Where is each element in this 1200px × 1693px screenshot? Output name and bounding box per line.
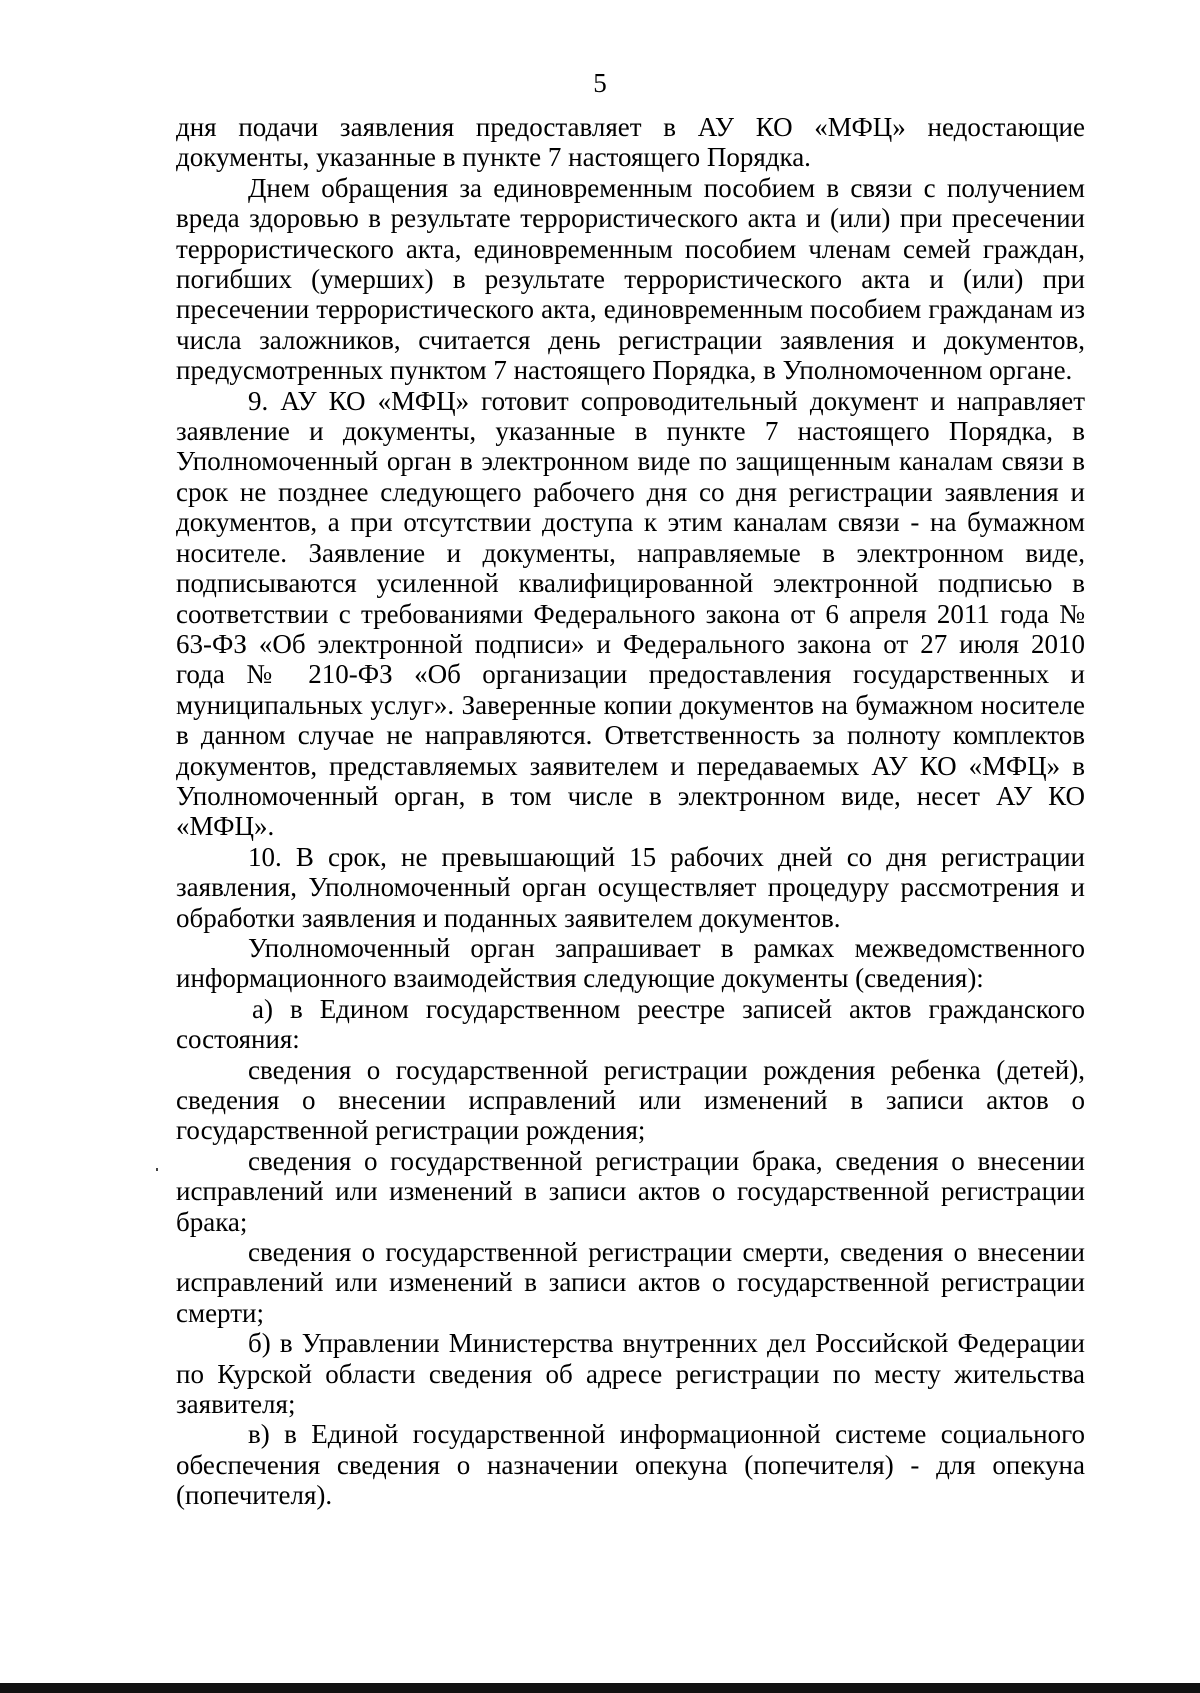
paragraph-marriage-records: сведения о государственной регистрации брака, сведения о внесении исправлений или изменений в записи актов о государственной регистрации брака; — [176, 1145, 1085, 1237]
document-body — [176, 112, 1085, 1511]
paragraph-subitem-a: а) в Едином государственном реестре записей актов гражданского состояния: — [176, 993, 1085, 1055]
scan-artifact — [156, 1168, 158, 1171]
paragraph-item-10: 10. В срок, не превышающий 15 рабочих дней со дня регистрации заявления, Уполномоченный орган осуществляет процедуру рассмотрения и обработки заявления и поданных заявителем документов. — [176, 841, 1085, 933]
page-number: 5 — [593, 68, 607, 98]
paragraph-birth-records: сведения о государственной регистрации рождения ребенка (детей), сведения о внесении исправлений или изменений в записи актов о государственной регистрации рождения; — [176, 1054, 1085, 1146]
paragraph-continuation: дня подачи заявления предоставляет в АУ КО «МФЦ» недостающие документы, указанные в пункте 7 настоящего Порядка. — [176, 112, 1085, 173]
scan-bottom-edge — [0, 1683, 1200, 1693]
paragraph-item-9: 9. АУ КО «МФЦ» готовит сопроводительный документ и направляет заявление и документы, указанные в пункте 7 настоящего Порядка, в Уполномоченный орган в электронном виде по защищенным каналам связи в срок не позднее следующего рабочего дня со дня регистрации заявления и документов, а при отсутствии доступа к этим каналам связи - на бумажном носителе. Заявление и документы, направляемые в электронном виде, подписываются усиленной квалифицированной электронной подписью в соответствии с требованиями Федерального закона от 6 апреля 2011 года № 63-ФЗ «Об электронной подписи» и Федерального закона от 27 июля 2010 года № 210-ФЗ «Об организации предоставления государственных и муниципальных услуг». Заверенные копии документов на бумажном носителе в данном случае не направляются. Ответственность за полноту комплектов документов, представляемых заявителем и передаваемых АУ КО «МФЦ» в Уполномоченный орган, в том числе в электронном виде, несет АУ КО «МФЦ». — [176, 385, 1085, 842]
paragraph-application-day: Днем обращения за единовременным пособием в связи с получением вреда здоровью в результате террористического акта и (или) при пресечении террористического акта, единовременным пособием членам семей граждан, погибших (умерших) в результате террористического акта и (или) при пресечении террористического акта, единовременным пособием гражданам из числа заложников, считается день регистрации заявления и документов, предусмотренных пунктом 7 настоящего Порядка, в Уполномоченном органе. — [176, 172, 1085, 386]
paragraph-subitem-b: б) в Управлении Министерства внутренних дел Российской Федерации по Курской области сведения об адресе регистрации по месту жительства заявителя; — [176, 1328, 1085, 1420]
paragraph-interagency-request: Уполномоченный орган запрашивает в рамках межведомственного информационного взаимодействия следующие документы (сведения): — [176, 932, 1085, 994]
paragraph-subitem-v: в) в Единой государственной информационной системе социального обеспечения сведения о назначении опекуна (попечителя) - для опекуна (попечителя). — [176, 1419, 1085, 1511]
paragraph-death-records: сведения о государственной регистрации смерти, сведения о внесении исправлений или изменений в записи актов о государственной регистрации смерти; — [176, 1237, 1085, 1328]
